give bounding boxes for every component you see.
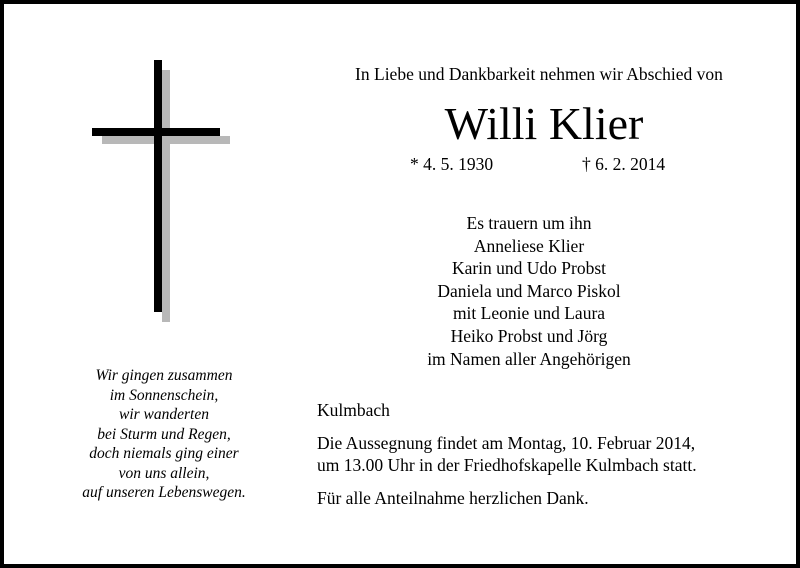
deceased-name: Willi Klier bbox=[444, 98, 644, 149]
cross-shadow-vertical bbox=[162, 70, 170, 322]
mourner-line: Anneliese Klier bbox=[473, 235, 585, 256]
mourner-line: mit Leonie und Laura bbox=[452, 303, 606, 324]
service-line: um 13.00 Uhr in der Friedhofskapelle Kulmbach statt. bbox=[317, 455, 697, 475]
poem-line: im Sonnenschein, bbox=[109, 386, 219, 404]
mourner-line: Heiko Probst und Jörg bbox=[450, 325, 608, 346]
poem-line: doch niemals ging einer bbox=[89, 445, 239, 462]
service-line: Die Aussegnung findet am Montag, 10. Februar 2014, bbox=[317, 433, 696, 453]
mourner-line: Daniela und Marco Piskol bbox=[437, 280, 621, 301]
death-date: † 6. 2. 2014 bbox=[582, 154, 666, 174]
thanks-line: Für alle Anteilnahme herzlichen Dank. bbox=[317, 488, 589, 508]
cross-bar-vertical bbox=[154, 60, 162, 312]
birth-date: * 4. 5. 1930 bbox=[410, 154, 494, 174]
cross-icon bbox=[92, 60, 232, 326]
service-announcement bbox=[317, 432, 697, 476]
poem-line: Wir gingen zusammen bbox=[95, 367, 233, 384]
mourner-line: Es trauern um ihn bbox=[466, 213, 592, 233]
poem-line: bei Sturm und Regen, bbox=[97, 425, 231, 443]
place-name: Kulmbach bbox=[317, 400, 390, 420]
poem bbox=[64, 366, 264, 503]
poem-line: von uns allein, bbox=[118, 464, 210, 482]
mourners-list bbox=[364, 212, 694, 370]
poem-line: wir wanderten bbox=[119, 406, 209, 423]
mourner-line: Karin und Udo Probst bbox=[451, 258, 607, 279]
cross-bar-horizontal bbox=[92, 128, 220, 136]
cross-shadow-horizontal bbox=[102, 136, 230, 144]
mourner-line: im Namen aller Angehörigen bbox=[427, 348, 631, 369]
poem-line: auf unseren Lebenswegen. bbox=[82, 484, 246, 501]
farewell-intro: In Liebe und Dankbarkeit nehmen wir Abschied von bbox=[355, 64, 723, 84]
